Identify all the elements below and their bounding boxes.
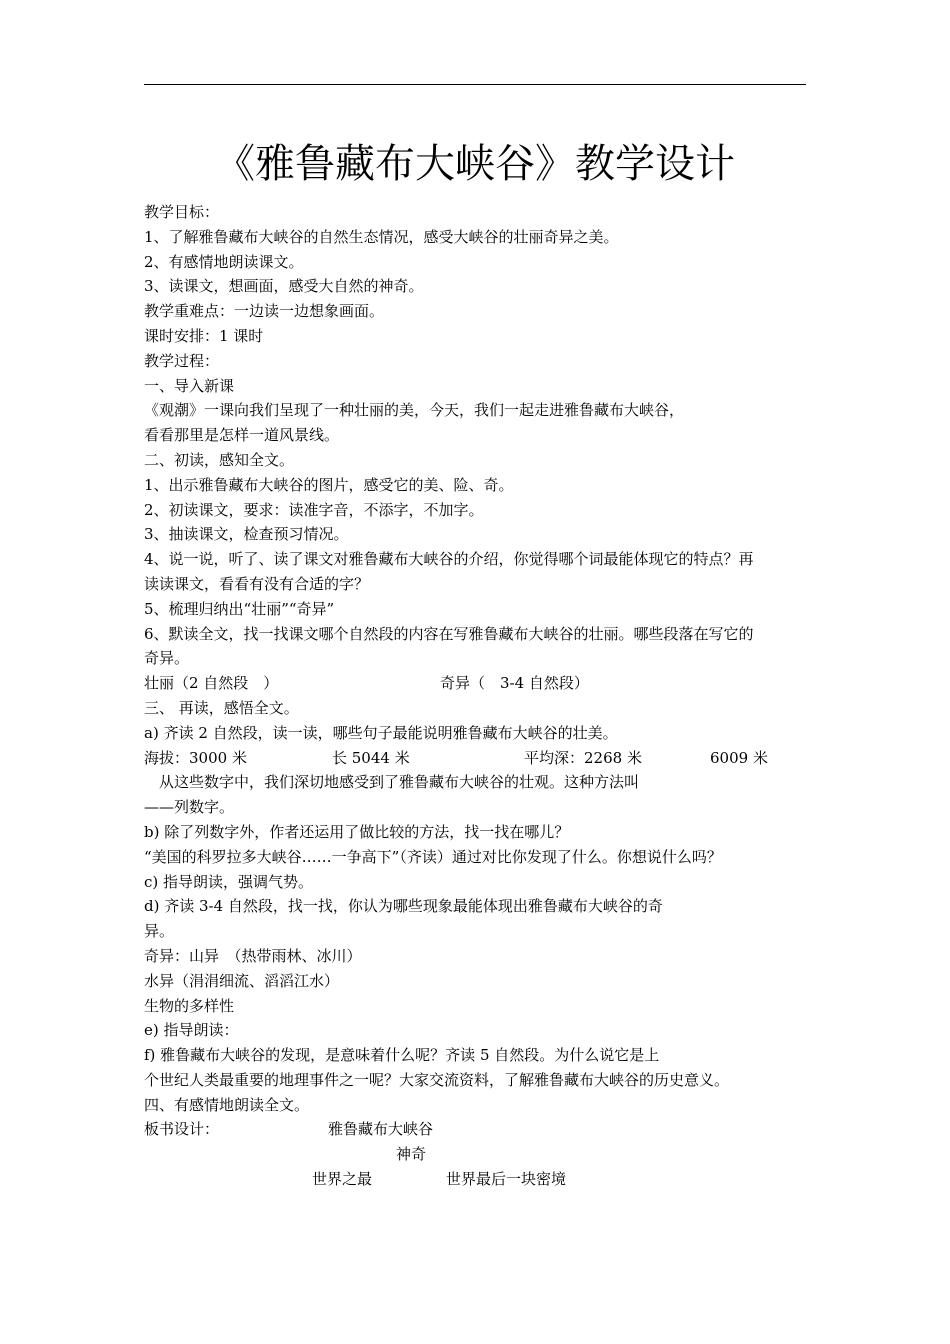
text-line: 个世纪人类最重要的地理事件之一呢？大家交流资料，了解雅鲁藏布大峡谷的历史意义。 xyxy=(144,1070,730,1089)
board-center: 神奇 xyxy=(396,1145,427,1164)
board-topic: 雅鲁藏布大峡谷 xyxy=(328,1120,434,1139)
text-line: 1、了解雅鲁藏布大峡谷的自然生态情况，感受大峡谷的壮丽奇异之美。 xyxy=(144,227,619,246)
text-line: 二、初读，感知全文。 xyxy=(144,450,295,469)
text-line: d) 齐读 3-4 自然段，找一找，你认为哪些现象最能体现出雅鲁藏布大峡谷的奇 xyxy=(144,897,663,916)
document-body xyxy=(144,200,808,1192)
header-rule xyxy=(144,84,806,85)
text-line: a) 齐读 2 自然段，读一读，哪些句子最能说明雅鲁藏布大峡谷的壮美。 xyxy=(144,723,618,742)
text-line: 教学重难点：一边读一边想象画面。 xyxy=(144,302,385,321)
board-row-2 xyxy=(144,1142,808,1167)
text-line: 6、默读全文，找一找课文哪个自然段的内容在写雅鲁藏布大峡谷的壮丽。哪些段落在写它的 xyxy=(144,624,754,643)
board-left: 世界之最 xyxy=(312,1170,373,1189)
text-line: 从这些数字中，我们深切地感受到了雅鲁藏布大峡谷的壮观。这种方法叫 xyxy=(144,773,640,792)
text-line: 《观潮》一课向我们呈现了一种壮丽的美，今天，我们一起走进雅鲁藏布大峡谷， xyxy=(144,401,685,420)
text-line: ——列数字。 xyxy=(144,798,235,817)
board-right: 世界最后一块密境 xyxy=(446,1170,567,1189)
text-line: 1、出示雅鲁藏布大峡谷的图片，感受它的美、险、奇。 xyxy=(144,475,514,494)
number-max-depth: 6009 米 xyxy=(710,748,768,767)
text-line: 5、梳理归纳出“壮丽”“奇异” xyxy=(144,599,335,618)
pair-row xyxy=(144,671,808,696)
text-line: 课时安排：1 课时 xyxy=(144,326,264,345)
text-line: c) 指导朗读，强调气势。 xyxy=(144,872,314,891)
text-line: 3、抽读课文，检查预习情况。 xyxy=(144,525,349,544)
board-row-3 xyxy=(144,1167,808,1192)
text-line: 读读课文，看看有没有合适的字？ xyxy=(144,574,370,593)
pair-right: 奇异（ 3-4 自然段） xyxy=(440,674,589,693)
text-line: 四、有感情地朗读全文。 xyxy=(144,1095,310,1114)
text-line: 教学过程： xyxy=(144,351,220,370)
text-line: e) 指导朗读： xyxy=(144,1021,239,1040)
text-line: 奇异。 xyxy=(144,649,190,668)
text-line: 4、说一说，听了、读了课文对雅鲁藏布大峡谷的介绍，你觉得哪个词最能体现它的特点？再 xyxy=(144,550,754,569)
number-altitude: 海拔：3000 米 xyxy=(144,748,247,767)
pair-left: 壮丽（2 自然段 ） xyxy=(144,674,279,693)
text-line: 2、初读课文，要求：读准字音，不添字，不加字。 xyxy=(144,500,484,519)
text-line: 一、导入新课 xyxy=(144,376,235,395)
text-line: 奇异：山异 （热带雨林、冰川） xyxy=(144,946,362,965)
text-line: 生物的多样性 xyxy=(144,996,235,1015)
text-line: f) 雅鲁藏布大峡谷的发现，是意味着什么呢？齐读 5 自然段。为什么说它是上 xyxy=(144,1046,660,1065)
text-line: 看看那里是怎样一道风景线。 xyxy=(144,426,340,445)
text-line: b) 除了列数字外，作者还运用了做比较的方法，找一找在哪儿？ xyxy=(144,822,570,841)
board-label: 板书设计： xyxy=(144,1120,220,1139)
text-line: “美国的科罗拉多大峡谷……一争高下”（齐读）通过对比你发现了什么。你想说什么吗？ xyxy=(144,847,722,866)
text-line: 3、读课文，想画面，感受大自然的神奇。 xyxy=(144,277,424,296)
number-length: 长 5044 米 xyxy=(332,748,410,767)
number-avg-depth: 平均深：2268 米 xyxy=(524,748,642,767)
text-line: 水异（涓涓细流、滔滔江水） xyxy=(144,971,340,990)
text-line: 教学目标： xyxy=(144,203,220,221)
text-line: 异。 xyxy=(144,922,175,941)
board-row-1 xyxy=(144,1117,808,1142)
text-line: 三、 再读，感悟全文。 xyxy=(144,698,299,717)
numbers-row xyxy=(144,746,808,771)
page-title: 《雅鲁藏布大峡谷》教学设计 xyxy=(215,141,735,187)
text-line: 2、有感情地朗读课文。 xyxy=(144,252,304,271)
